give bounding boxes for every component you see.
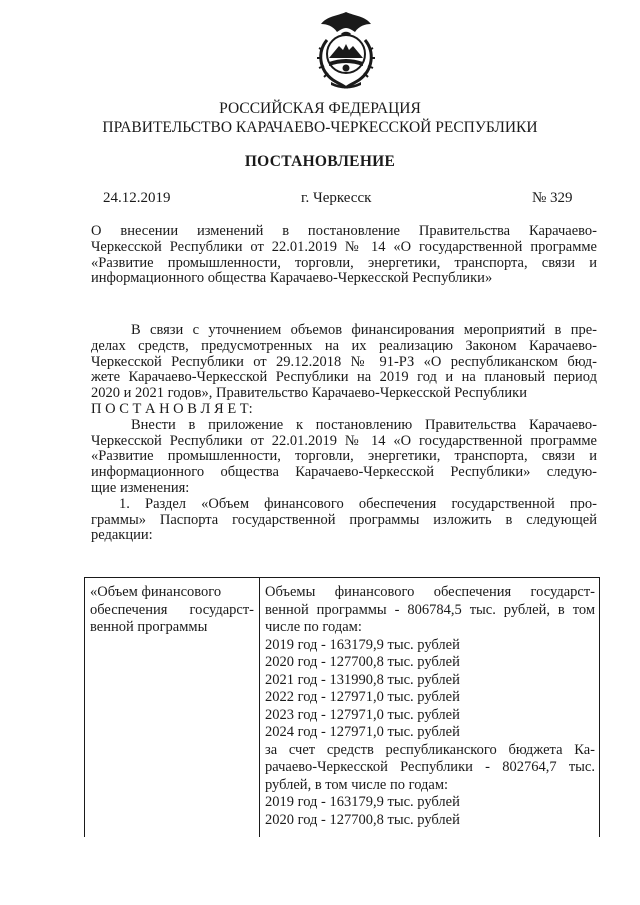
table-right-line: 2019 год - 163179,9 тыс. рублей — [265, 636, 460, 653]
document-number: № 329 — [532, 190, 573, 206]
table-right-line: числе по годам: — [265, 619, 362, 635]
table-right-line: венной программы - 806784,5 тыс. рублей, в том — [265, 601, 595, 618]
table-right-line: 2019 год - 163179,9 тыс. рублей — [265, 794, 460, 810]
document-city: г. Черкесск — [301, 190, 372, 206]
body-line: 2020 и 2021 годов», Правительство Карачаево-Черкесской Республики — [91, 386, 527, 402]
table-left-line: обеспечения государст- — [90, 601, 254, 618]
subject-line: «Развитие промышленности, торговли, энергетики, транспорта, связи и — [91, 255, 597, 271]
body-line: В связи с уточнением объемов финансирования мероприятий в пре- — [131, 323, 597, 338]
body-line: Внести в приложение к постановлению Правительства Карачаево- — [131, 417, 597, 433]
table-column-divider — [259, 578, 260, 837]
body-line: «Развитие промышленности, торговли, энергетики, транспорта, связи и — [91, 449, 597, 465]
subject-line: О внесении изменений в постановление Правительства Карачаево- — [91, 224, 597, 239]
body-line: Черкесской Республики от 22.01.2019 № 14 «О государственной программе — [91, 433, 597, 449]
table-right-line: рачаево-Черкесской Республики - 802764,7 тыс. — [265, 759, 595, 775]
document-date: 24.12.2019 — [103, 190, 171, 206]
body-line: редакции: — [91, 528, 153, 544]
table-right-line: 2024 год - 127971,0 тыс. рублей — [265, 724, 460, 740]
subject-line: Черкесской Республики от 22.01.2019 № 14 «О государственной программе — [91, 239, 597, 255]
subject-title — [91, 224, 597, 287]
table-right-cell — [265, 584, 595, 829]
table-right-line: 2022 год - 127971,0 тыс. рублей — [265, 689, 460, 705]
body-line-decree: П О С Т А Н О В Л Я Е Т: — [91, 401, 253, 417]
header-country: РОССИЙСКАЯ ФЕДЕРАЦИЯ — [219, 100, 421, 117]
table-left-cell — [90, 584, 254, 637]
body-text — [91, 323, 597, 544]
body-line: граммы» Паспорта государственной программы изложить в следующей — [91, 512, 597, 528]
table-right-line: за счет средств республиканского бюджета Ка- — [265, 741, 595, 758]
document-title: ПОСТАНОВЛЕНИЕ — [244, 153, 396, 170]
table-right-line: 2021 год - 131990,8 тыс. рублей — [265, 671, 460, 688]
financing-table — [84, 577, 600, 837]
body-line: жете Карачаево-Черкесской Республики на 2019 год и на плановый период — [91, 370, 597, 386]
header-government: ПРАВИТЕЛЬСТВО КАРАЧАЕВО-ЧЕРКЕССКОЙ РЕСПУБЛИКИ — [102, 119, 538, 136]
table-right-line: 2023 год - 127971,0 тыс. рублей — [265, 706, 460, 723]
karachay-cherkessia-coat-of-arms-icon — [315, 10, 377, 92]
body-line: 1. Раздел «Объем финансового обеспечения государственной про- — [119, 496, 597, 512]
table-left-line: венной программы — [90, 619, 208, 635]
body-line: щие изменения: — [91, 480, 190, 496]
table-left-line: «Объем финансового — [90, 584, 222, 600]
table-right-line: 2020 год - 127700,8 тыс. рублей — [265, 811, 460, 828]
table-right-line: 2020 год - 127700,8 тыс. рублей — [265, 654, 460, 670]
table-right-line: Объемы финансового обеспечения государст- — [265, 584, 595, 600]
table-right-line: рублей, в том числе по годам: — [265, 776, 449, 793]
body-line: Черкесской Республики от 29.12.2018 № 91-РЗ «О республиканском бюд- — [91, 354, 597, 370]
body-line: информационного общества Карачаево-Черкесской Республики» следую- — [91, 465, 597, 481]
body-line: делах средств, предусмотренных на их реализацию Законом Карачаево- — [91, 338, 597, 354]
subject-line: информационного общества Карачаево-Черкесской Республики» — [91, 271, 493, 287]
